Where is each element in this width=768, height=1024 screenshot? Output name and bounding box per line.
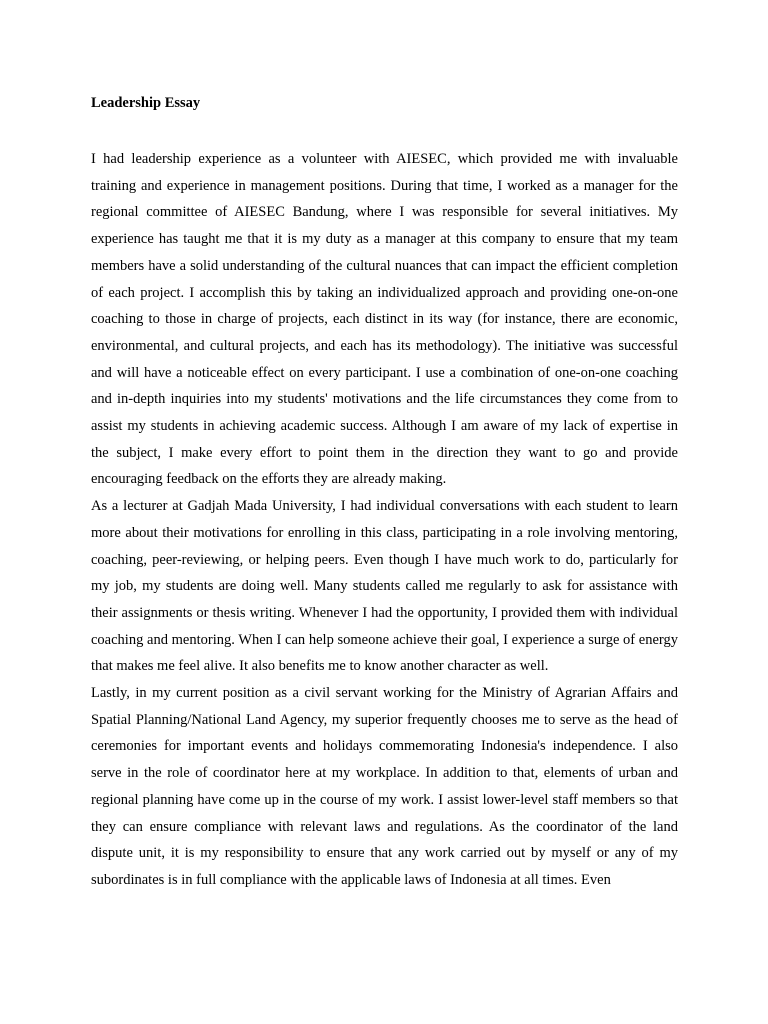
document-body [91, 146, 678, 894]
paragraph-civil-servant: Lastly, in my current position as a civil servant working for the Ministry of Agrarian Affairs and Spatial Planning/National Land Agency, my superior frequently chooses me to serve as the head of ceremonies for important events and holidays commemorating Indonesia's independence. I also serve in the role of coordinator here at my workplace. In addition to that, elements of urban and regional planning have come up in the course of my work. I assist lower-level staff members so that they can ensure compliance with relevant laws and regulations. As the coordinator of the land dispute unit, it is my responsibility to ensure that any work carried out by myself or any of my subordinates is in full compliance with the applicable laws of Indonesia at all times. Even [91, 685, 678, 888]
paragraph-aiesec: I had leadership experience as a volunteer with AIESEC, which provided me with invaluable training and experience in management positions. During that time, I worked as a manager for the regional committee of AIESEC Bandung, where I was responsible for several initiatives. My experience has taught me that it is my duty as a manager at this company to ensure that my team members have a solid understanding of the cultural nuances that can impact the efficient completion of each project. I accomplish this by taking an individualized approach and providing one-on-one coaching to those in charge of projects, each distinct in its way (for instance, there are economic, environmental, and cultural projects, and each has its methodology). The initiative was successful and will have a noticeable effect on every participant. I use a combination of one-on-one coaching and in-depth inquiries into my students' motivations and the life circumstances they come from to assist my students in achieving academic success. Although I am aware of my lack of expertise in the subject, I make every effort to point them in the direction they want to go and provide encouraging feedback on the efforts they are already making. [91, 151, 678, 488]
paragraph-lecturer: As a lecturer at Gadjah Mada University, I had individual conversations with each student to learn more about their motivations for enrolling in this class, participating in a role involving mentoring, coaching, peer-reviewing, or helping peers. Even though I have much work to do, particularly for my job, my students are doing well. Many students called me regularly to ask for assistance with their assignments or thesis writing. Whenever I had the opportunity, I provided them with individual coaching and mentoring. When I can help someone achieve their goal, I experience a surge of energy that makes me feel alive. It also benefits me to know another character as well. [91, 498, 678, 675]
document-title: Leadership Essay [91, 95, 201, 111]
document-page [91, 94, 678, 894]
